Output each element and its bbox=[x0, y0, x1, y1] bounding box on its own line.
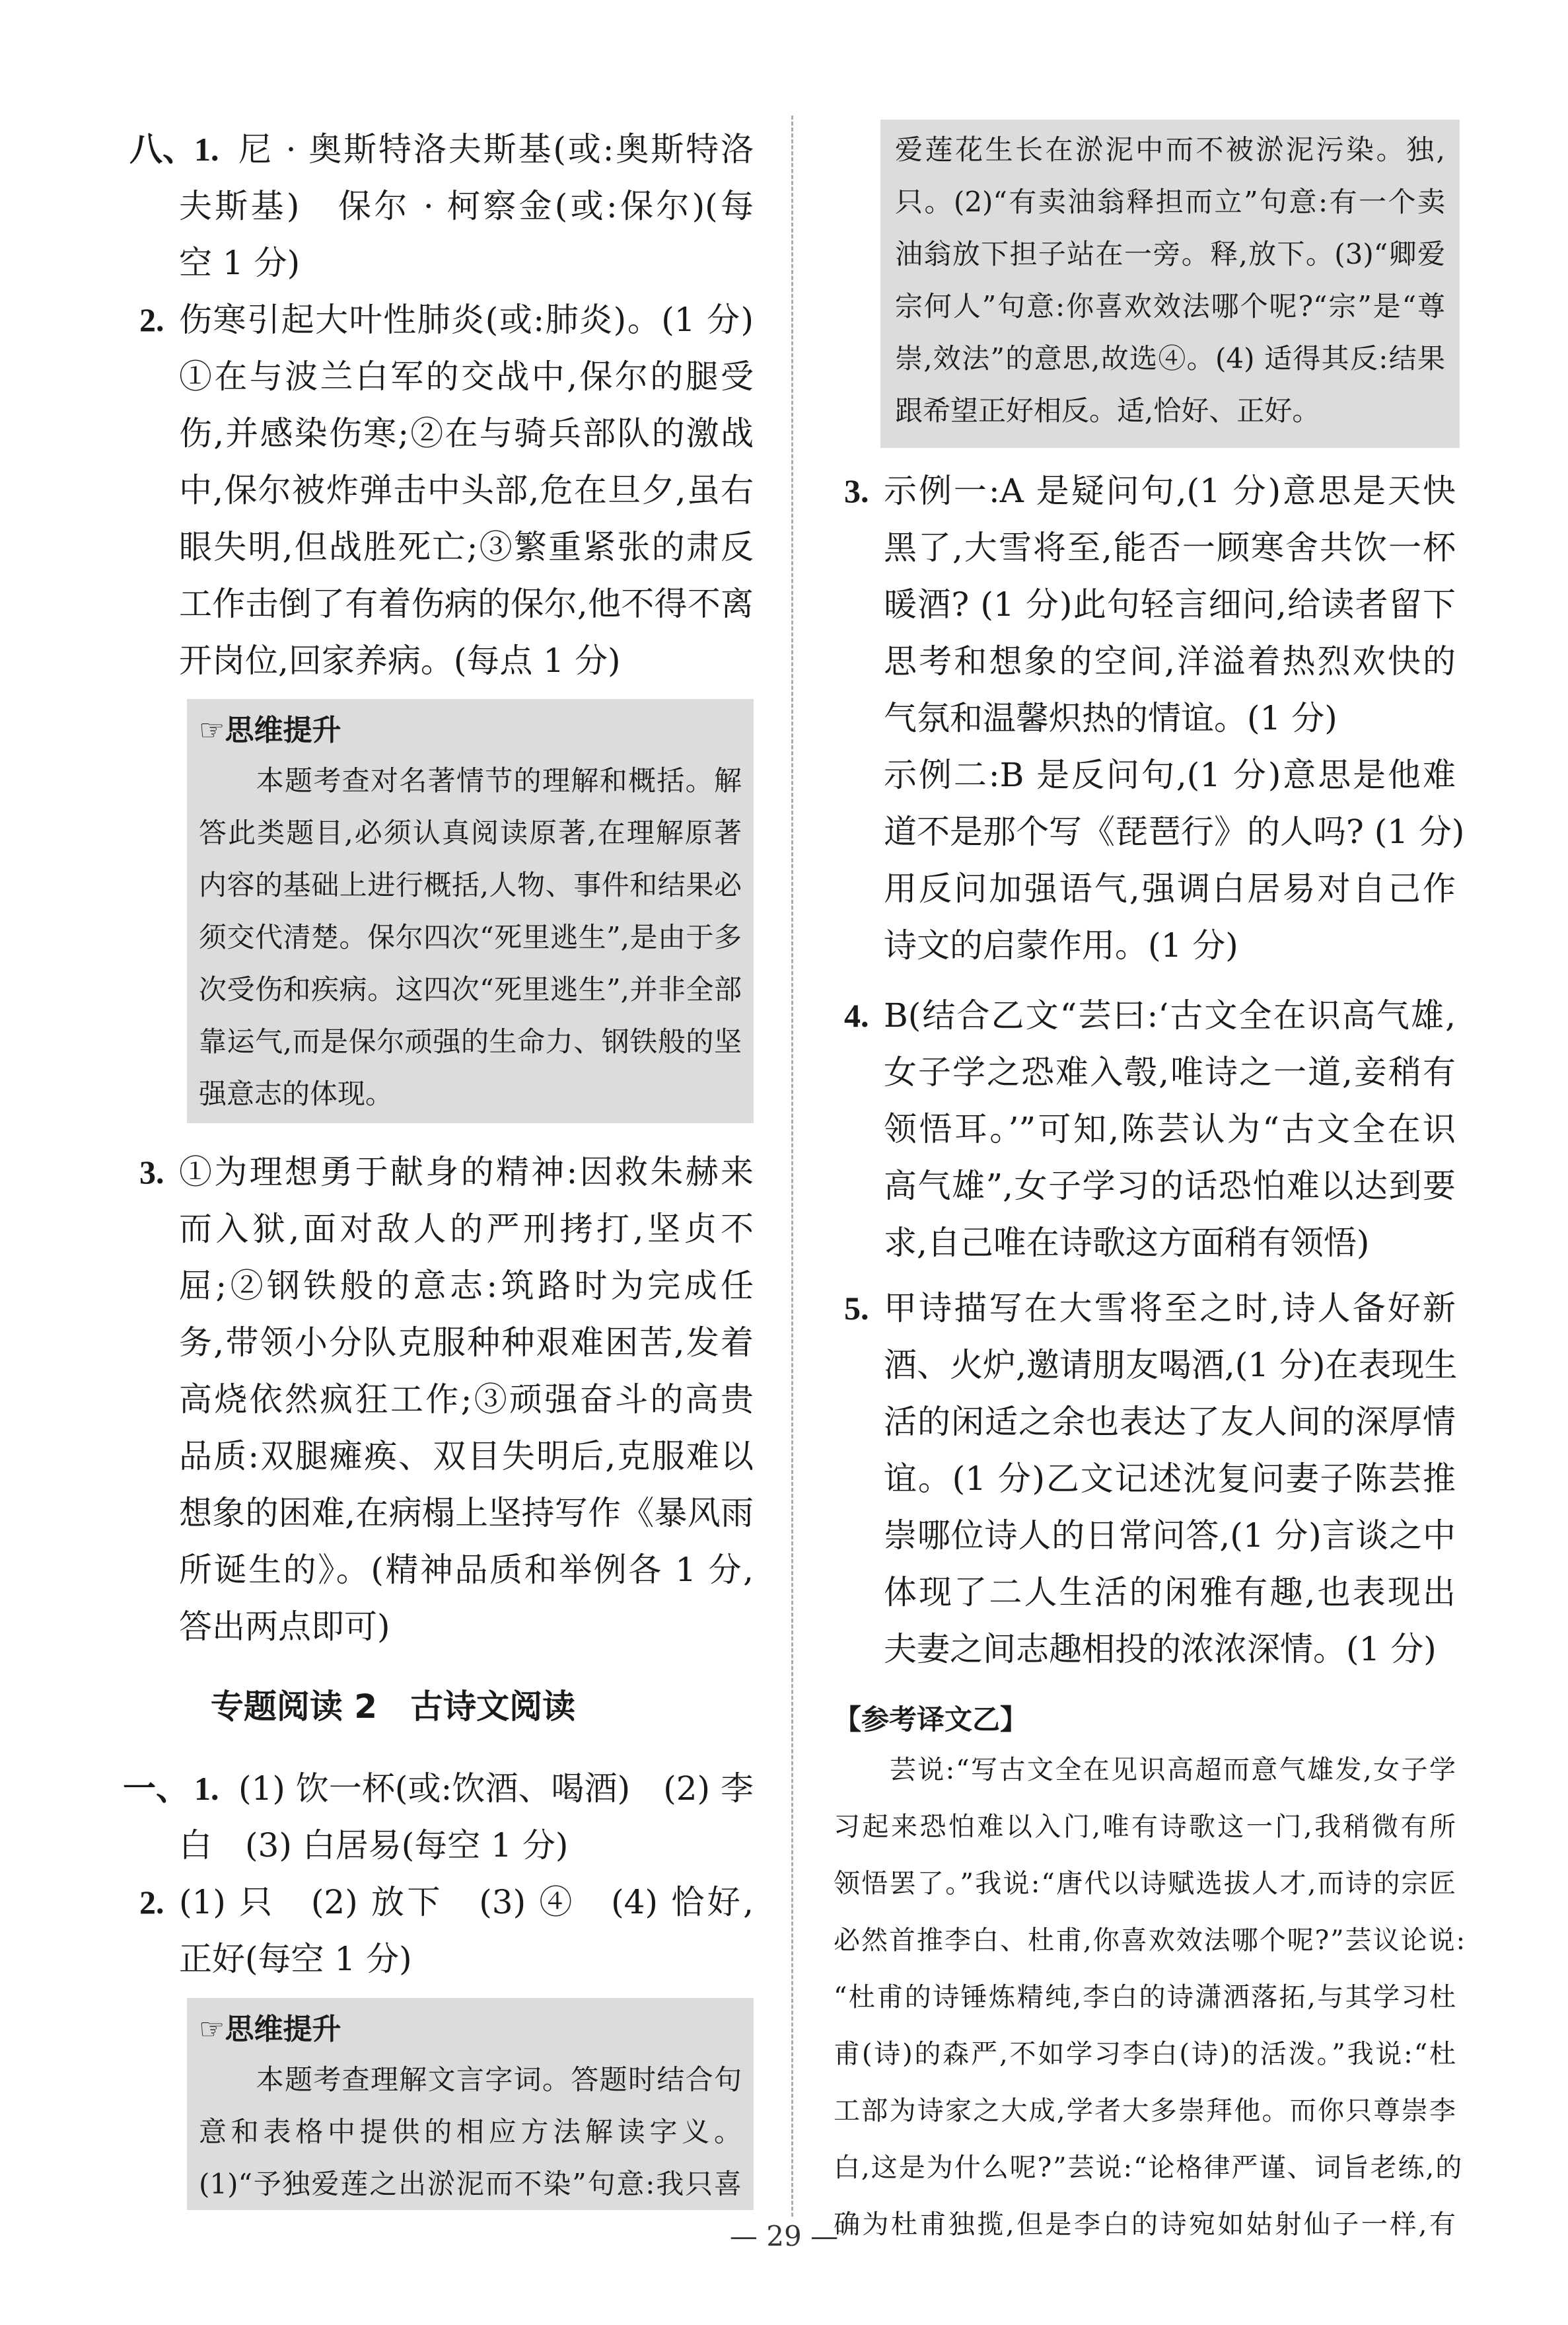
answer-8-1 bbox=[129, 121, 754, 291]
text-line: 示例一:A 是疑问句,(1 分)意思是天快 bbox=[884, 472, 1456, 510]
text-line: 须交代清楚。保尔四次“死里逃生”,是由于多 bbox=[199, 921, 742, 953]
thinking-tip-box bbox=[187, 699, 754, 1123]
tip-title: 思维提升 bbox=[225, 714, 341, 747]
text-line: B(结合乙文“芸曰:‘古文全在识高气雄, bbox=[884, 996, 1456, 1035]
question-number: 3. bbox=[139, 1154, 164, 1191]
text-line: 高烧依然疯狂工作;③顽强奋斗的高贵 bbox=[179, 1380, 754, 1419]
answer-3 bbox=[844, 462, 1465, 974]
text-line: 务,带领小分队克服种种艰难困苦,发着 bbox=[179, 1323, 754, 1362]
text-line: 只。(2)“有卖油翁释担而立”句意:有一个卖 bbox=[895, 186, 1445, 218]
question-number: 1. bbox=[194, 1770, 219, 1807]
pointing-hand-icon: ☞ bbox=[199, 2012, 225, 2046]
question-number: 2. bbox=[139, 301, 164, 338]
text-line: 确为杜甫独揽,但是李白的诗宛如姑射仙子一样,有 bbox=[834, 2209, 1457, 2240]
text-line: 本题考查理解文言字词。答题时结合句 bbox=[199, 2063, 742, 2096]
text-line: 思考和想象的空间,洋溢着热烈欢快的 bbox=[884, 642, 1456, 681]
section-number: 八、 bbox=[129, 131, 196, 168]
reference-translation-title: 【参考译文乙】 bbox=[834, 1703, 1028, 1736]
text-line: 中,保尔被炸弹击中头部,危在旦夕,虽右 bbox=[179, 471, 754, 509]
thinking-tip-box bbox=[187, 1998, 754, 2210]
text-line: 白,这是为什么呢?”芸说:“论格律严谨、词旨老练,的 bbox=[834, 2153, 1464, 2183]
text-line: 伤,并感染伤寒;②在与骑兵部队的激战 bbox=[179, 414, 754, 453]
text-line: 工作击倒了有着伤病的保尔,他不得不离 bbox=[179, 585, 754, 623]
text-line: 示例二:B 是反问句,(1 分)意思是他难 bbox=[884, 756, 1456, 794]
text-line: 开岗位,回家养病。(每点 1 分) bbox=[179, 642, 621, 680]
text-line: 暖酒? (1 分)此句轻言细问,给读者留下 bbox=[884, 585, 1456, 624]
page-number: — 29 — bbox=[729, 2220, 839, 2252]
text-line: 夫妻之间志趣相投的浓浓深情。(1 分) bbox=[884, 1630, 1437, 1668]
text-line: 酒、火炉,邀请朋友喝酒,(1 分)在表现生 bbox=[884, 1346, 1458, 1384]
text-line: 正好(每空 1 分) bbox=[179, 1940, 412, 1978]
text-line: 强意志的体现。 bbox=[199, 1078, 394, 1110]
text-line: 体现了二人生活的闲雅有趣,也表现出 bbox=[884, 1573, 1456, 1611]
text-line: 靠运气,而是保尔顽强的生命力、钢铁般的坚 bbox=[199, 1025, 742, 1058]
text-line: 甫(诗)的森严,不如学习李白(诗)的活泼。”我说:“杜 bbox=[834, 2039, 1457, 2069]
text-line: 用反问加强语气,强调白居易对自己作 bbox=[884, 869, 1456, 908]
tip-title: 思维提升 bbox=[225, 2012, 341, 2046]
text-line: 宗何人”句意:你喜欢效法哪个呢?“宗”是“尊 bbox=[895, 290, 1445, 322]
text-line: 工部为诗家之大成,学者大多崇拜他。而你只尊崇李 bbox=[834, 2096, 1457, 2126]
text-line: ①在与波兰白军的交战中,保尔的腿受 bbox=[179, 357, 754, 396]
text-line: (1)“予独爱莲之出淤泥而不染”句意:我只喜 bbox=[199, 2168, 742, 2200]
question-number: 1. bbox=[194, 131, 219, 168]
tip-header bbox=[199, 2006, 742, 2053]
text-line: “杜甫的诗锤炼精纯,李白的诗潇洒落拓,与其学习杜 bbox=[834, 1982, 1457, 2012]
text-line: 爱莲花生长在淤泥中而不被淤泥污染。独, bbox=[895, 133, 1445, 166]
reference-translation bbox=[834, 1742, 1467, 2253]
tip-header bbox=[199, 707, 742, 755]
text-line: 崇哪位诗人的日常问答,(1 分)言谈之中 bbox=[884, 1516, 1456, 1555]
text-line: 白 (3) 白居易(每空 1 分) bbox=[179, 1826, 569, 1864]
answer-8-2 bbox=[139, 291, 754, 689]
column-divider bbox=[791, 116, 793, 2217]
text-line: ①为理想勇于献身的精神:因救朱赫来 bbox=[179, 1153, 754, 1191]
text-line: 必然首推李白、杜甫,你喜欢效法哪个呢?”芸议论说: bbox=[834, 1925, 1467, 1956]
text-line: 尼 · 奥斯特洛夫斯基(或:奥斯特洛 bbox=[238, 130, 754, 168]
text-line: 所诞生的》。(精神品质和举例各 1 分, bbox=[179, 1551, 754, 1589]
text-line: 空 1 分) bbox=[179, 244, 301, 282]
text-line: 芸说:“写古文全在见识高超而意气雄发,女子学 bbox=[834, 1755, 1457, 1785]
text-line: 屈;②钢铁般的意志:筑路时为完成任 bbox=[179, 1267, 754, 1305]
text-line: 活的闲适之余也表达了友人间的深厚情 bbox=[884, 1403, 1456, 1441]
text-line: 习起来恐怕难以入门,唯有诗歌这一门,我稍微有所 bbox=[834, 1812, 1457, 1842]
pointing-hand-icon: ☞ bbox=[199, 714, 225, 747]
text-line: 求,自己唯在诗歌这方面稍有领悟) bbox=[884, 1224, 1370, 1262]
text-line: 诗文的启蒙作用。(1 分) bbox=[884, 926, 1238, 965]
answer-4 bbox=[844, 987, 1456, 1271]
question-number: 5. bbox=[844, 1290, 869, 1327]
text-line: 谊。(1 分)乙文记述沈复问妻子陈芸推 bbox=[884, 1459, 1456, 1498]
text-line: 而入狱,面对敌人的严刑拷打,坚贞不 bbox=[179, 1210, 754, 1248]
text-line: 品质:双腿瘫痪、双目失明后,克服难以 bbox=[179, 1437, 754, 1475]
text-line: 意和表格中提供的相应方法解读字义。 bbox=[199, 2116, 742, 2148]
text-line: 跟希望正好相反。适,恰好、正好。 bbox=[895, 394, 1320, 427]
text-line: 想象的困难,在病榻上坚持写作《暴风雨 bbox=[179, 1494, 754, 1532]
text-line: 道不是那个写《琵琶行》的人吗? (1 分) bbox=[884, 813, 1465, 851]
text-line: 夫斯基) 保尔 · 柯察金(或:保尔)(每 bbox=[179, 187, 754, 225]
text-line: 伤寒引起大叶性肺炎(或:肺炎)。(1 分) bbox=[179, 301, 754, 339]
answer-1-1 bbox=[123, 1760, 754, 1874]
question-number: 2. bbox=[139, 1884, 164, 1921]
answer-5 bbox=[844, 1280, 1458, 1678]
text-line: 崇,效法”的意思,故选④。(4) 适得其反:结果 bbox=[895, 342, 1445, 375]
explanation-box-continued bbox=[880, 120, 1460, 448]
answer-8-3 bbox=[139, 1144, 754, 1655]
text-line: 本题考查对名著情节的理解和概括。解 bbox=[199, 764, 742, 797]
text-line: (1) 只 (2) 放下 (3) ④ (4) 恰好, bbox=[179, 1883, 754, 1921]
question-number: 3. bbox=[844, 472, 869, 509]
text-line: 领悟耳。’”可知,陈芸认为“古文全在识 bbox=[884, 1110, 1456, 1148]
text-line: 女子学之恐难入彀,唯诗之一道,妾稍有 bbox=[884, 1053, 1456, 1091]
question-number: 4. bbox=[844, 997, 869, 1034]
section-heading: 专题阅读 2 古诗文阅读 bbox=[210, 1687, 576, 1726]
text-line: 领悟罢了。”我说:“唐代以诗赋选拔人才,而诗的宗匠 bbox=[834, 1868, 1457, 1899]
text-line: 气氛和温馨炽热的情谊。(1 分) bbox=[884, 699, 1337, 737]
text-line: 黑了,大雪将至,能否一顾寒舍共饮一杯 bbox=[884, 529, 1456, 567]
section-number: 一、 bbox=[123, 1770, 189, 1807]
text-line: 甲诗描写在大雪将至之时,诗人备好新 bbox=[884, 1289, 1456, 1327]
text-line: 高气雄”,女子学习的话恐怕难以达到要 bbox=[884, 1167, 1456, 1205]
text-line: 油翁放下担子站在一旁。释,放下。(3)“卿爱 bbox=[895, 238, 1445, 270]
text-line: (1) 饮一杯(或:饮酒、喝酒) (2) 李 bbox=[238, 1769, 754, 1808]
text-line: 眼失明,但战胜死亡;③繁重紧张的肃反 bbox=[179, 528, 754, 566]
answer-1-2 bbox=[139, 1874, 754, 1987]
text-line: 次受伤和疾病。这四次“死里逃生”,并非全部 bbox=[199, 973, 742, 1006]
text-line: 内容的基础上进行概括,人物、事件和结果必 bbox=[199, 869, 742, 901]
text-line: 答出两点即可) bbox=[179, 1607, 390, 1646]
text-line: 答此类题目,必须认真阅读原著,在理解原著 bbox=[199, 817, 742, 849]
